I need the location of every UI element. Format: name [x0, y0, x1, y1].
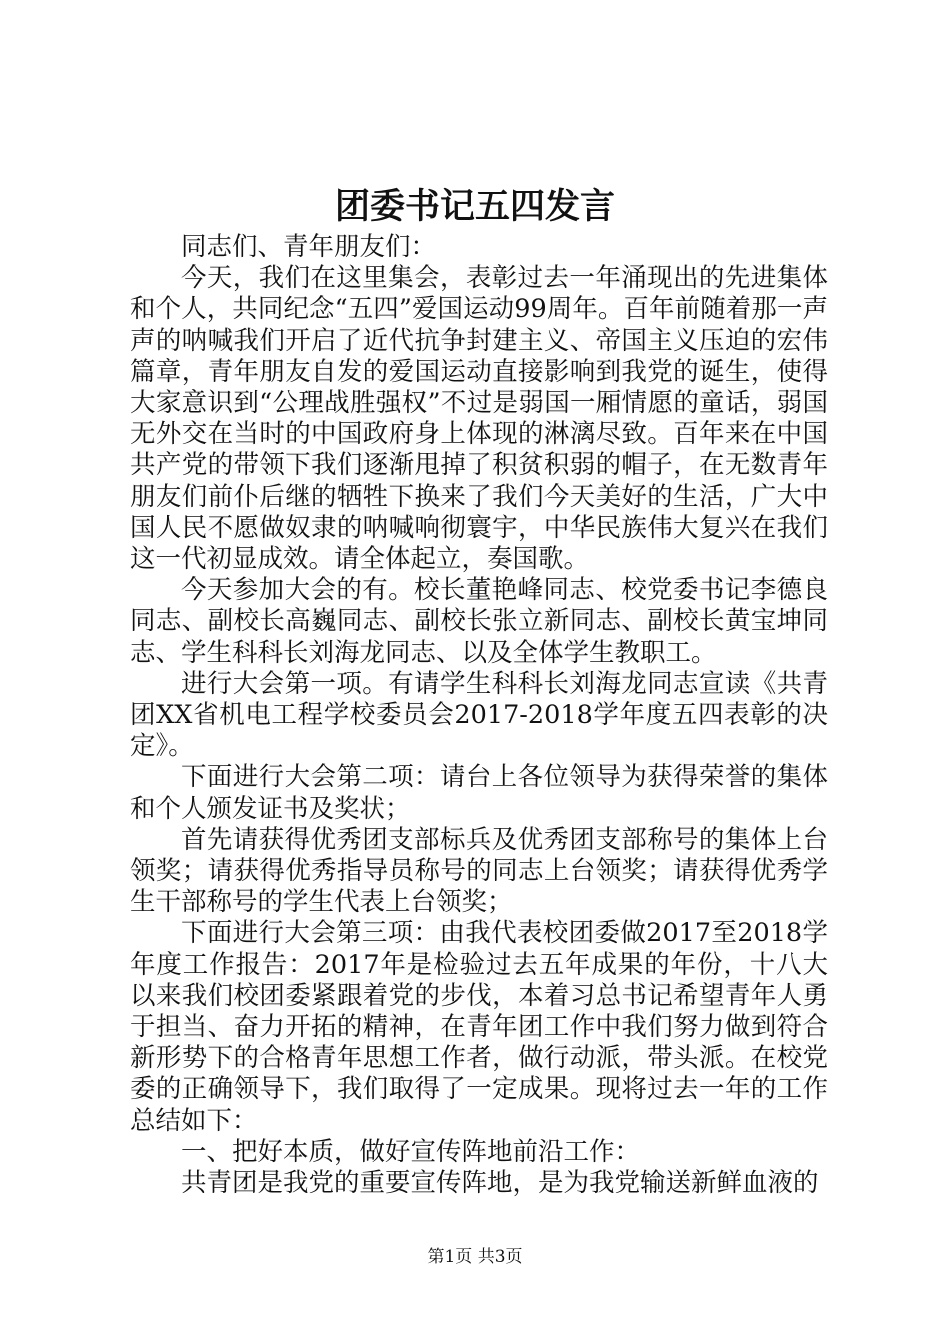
- page-footer: 第1页 共3页: [427, 1247, 523, 1267]
- paragraph-opening: 今天，我们在这里集会，表彰过去一年涌现出的先进集体和个人，共同纪念“五四”爱国运动99周年。百年前随着那一声声的呐喊我们开启了近代抗争封建主义、帝国主义压迫的宏伟篇章，青年朋友自发的爱国运动直接影响到我党的诞生，使得大家意识到“公理战胜强权”不过是弱国一厢情愿的童话，弱国无外交在当时的中国政府身上体现的淋漓尽致。百年来在中国共产党的带领下我们逐渐甩掉了积贫积弱的帽子，在无数青年朋友们前仆后继的牺牲下换来了我们今天美好的生活，广大中国人民不愿做奴隶的呐喊响彻寰宇，中华民族伟大复兴在我们这一代初显成效。请全体起立，奏国歌。: [130, 263, 828, 575]
- paragraph-greeting: 同志们、青年朋友们：: [181, 232, 437, 262]
- document-body: [130, 232, 828, 1199]
- paragraph-attendees: 今天参加大会的有。校长董艳峰同志、校党委书记李德良同志、副校长高巍同志、副校长张立新同志、副校长黄宝坤同志、学生科科长刘海龙同志、以及全体学生教职工。: [130, 575, 828, 668]
- document-title: 团委书记五四发言: [334, 186, 615, 227]
- paragraph-item-three: 下面进行大会第三项：由我代表校团委做2017至2018学年度工作报告：2017年是检验过去五年成果的年份，十八大以来我们校团委紧跟着党的步伐，本着习总书记希望青年人勇于担当、奋力开拓的精神，在青年团工作中我们努力做到符合新形势下的合格青年思想工作者，做行动派，带头派。在校党委的正确领导下，我们取得了一定成果。现将过去一年的工作总结如下：: [130, 918, 828, 1136]
- paragraph-awards: 首先请获得优秀团支部标兵及优秀团支部称号的集体上台领奖；请获得优秀指导员称号的同志上台领奖；请获得优秀学生干部称号的学生代表上台领奖；: [130, 824, 828, 918]
- paragraph-item-two: 下面进行大会第二项：请台上各位领导为获得荣誉的集体和个人颁发证书及奖状；: [130, 762, 828, 824]
- paragraph-item-one: 进行大会第一项。有请学生科科长刘海龙同志宣读《共青团XX省机电工程学校委员会2017-2018学年度五四表彰的决定》。: [130, 668, 828, 762]
- paragraph-section-body: 共青团是我党的重要宣传阵地，是为我党输送新鲜血液的: [181, 1168, 819, 1199]
- paragraph-section-heading: 一、把好本质，做好宣传阵地前沿工作：: [181, 1136, 641, 1167]
